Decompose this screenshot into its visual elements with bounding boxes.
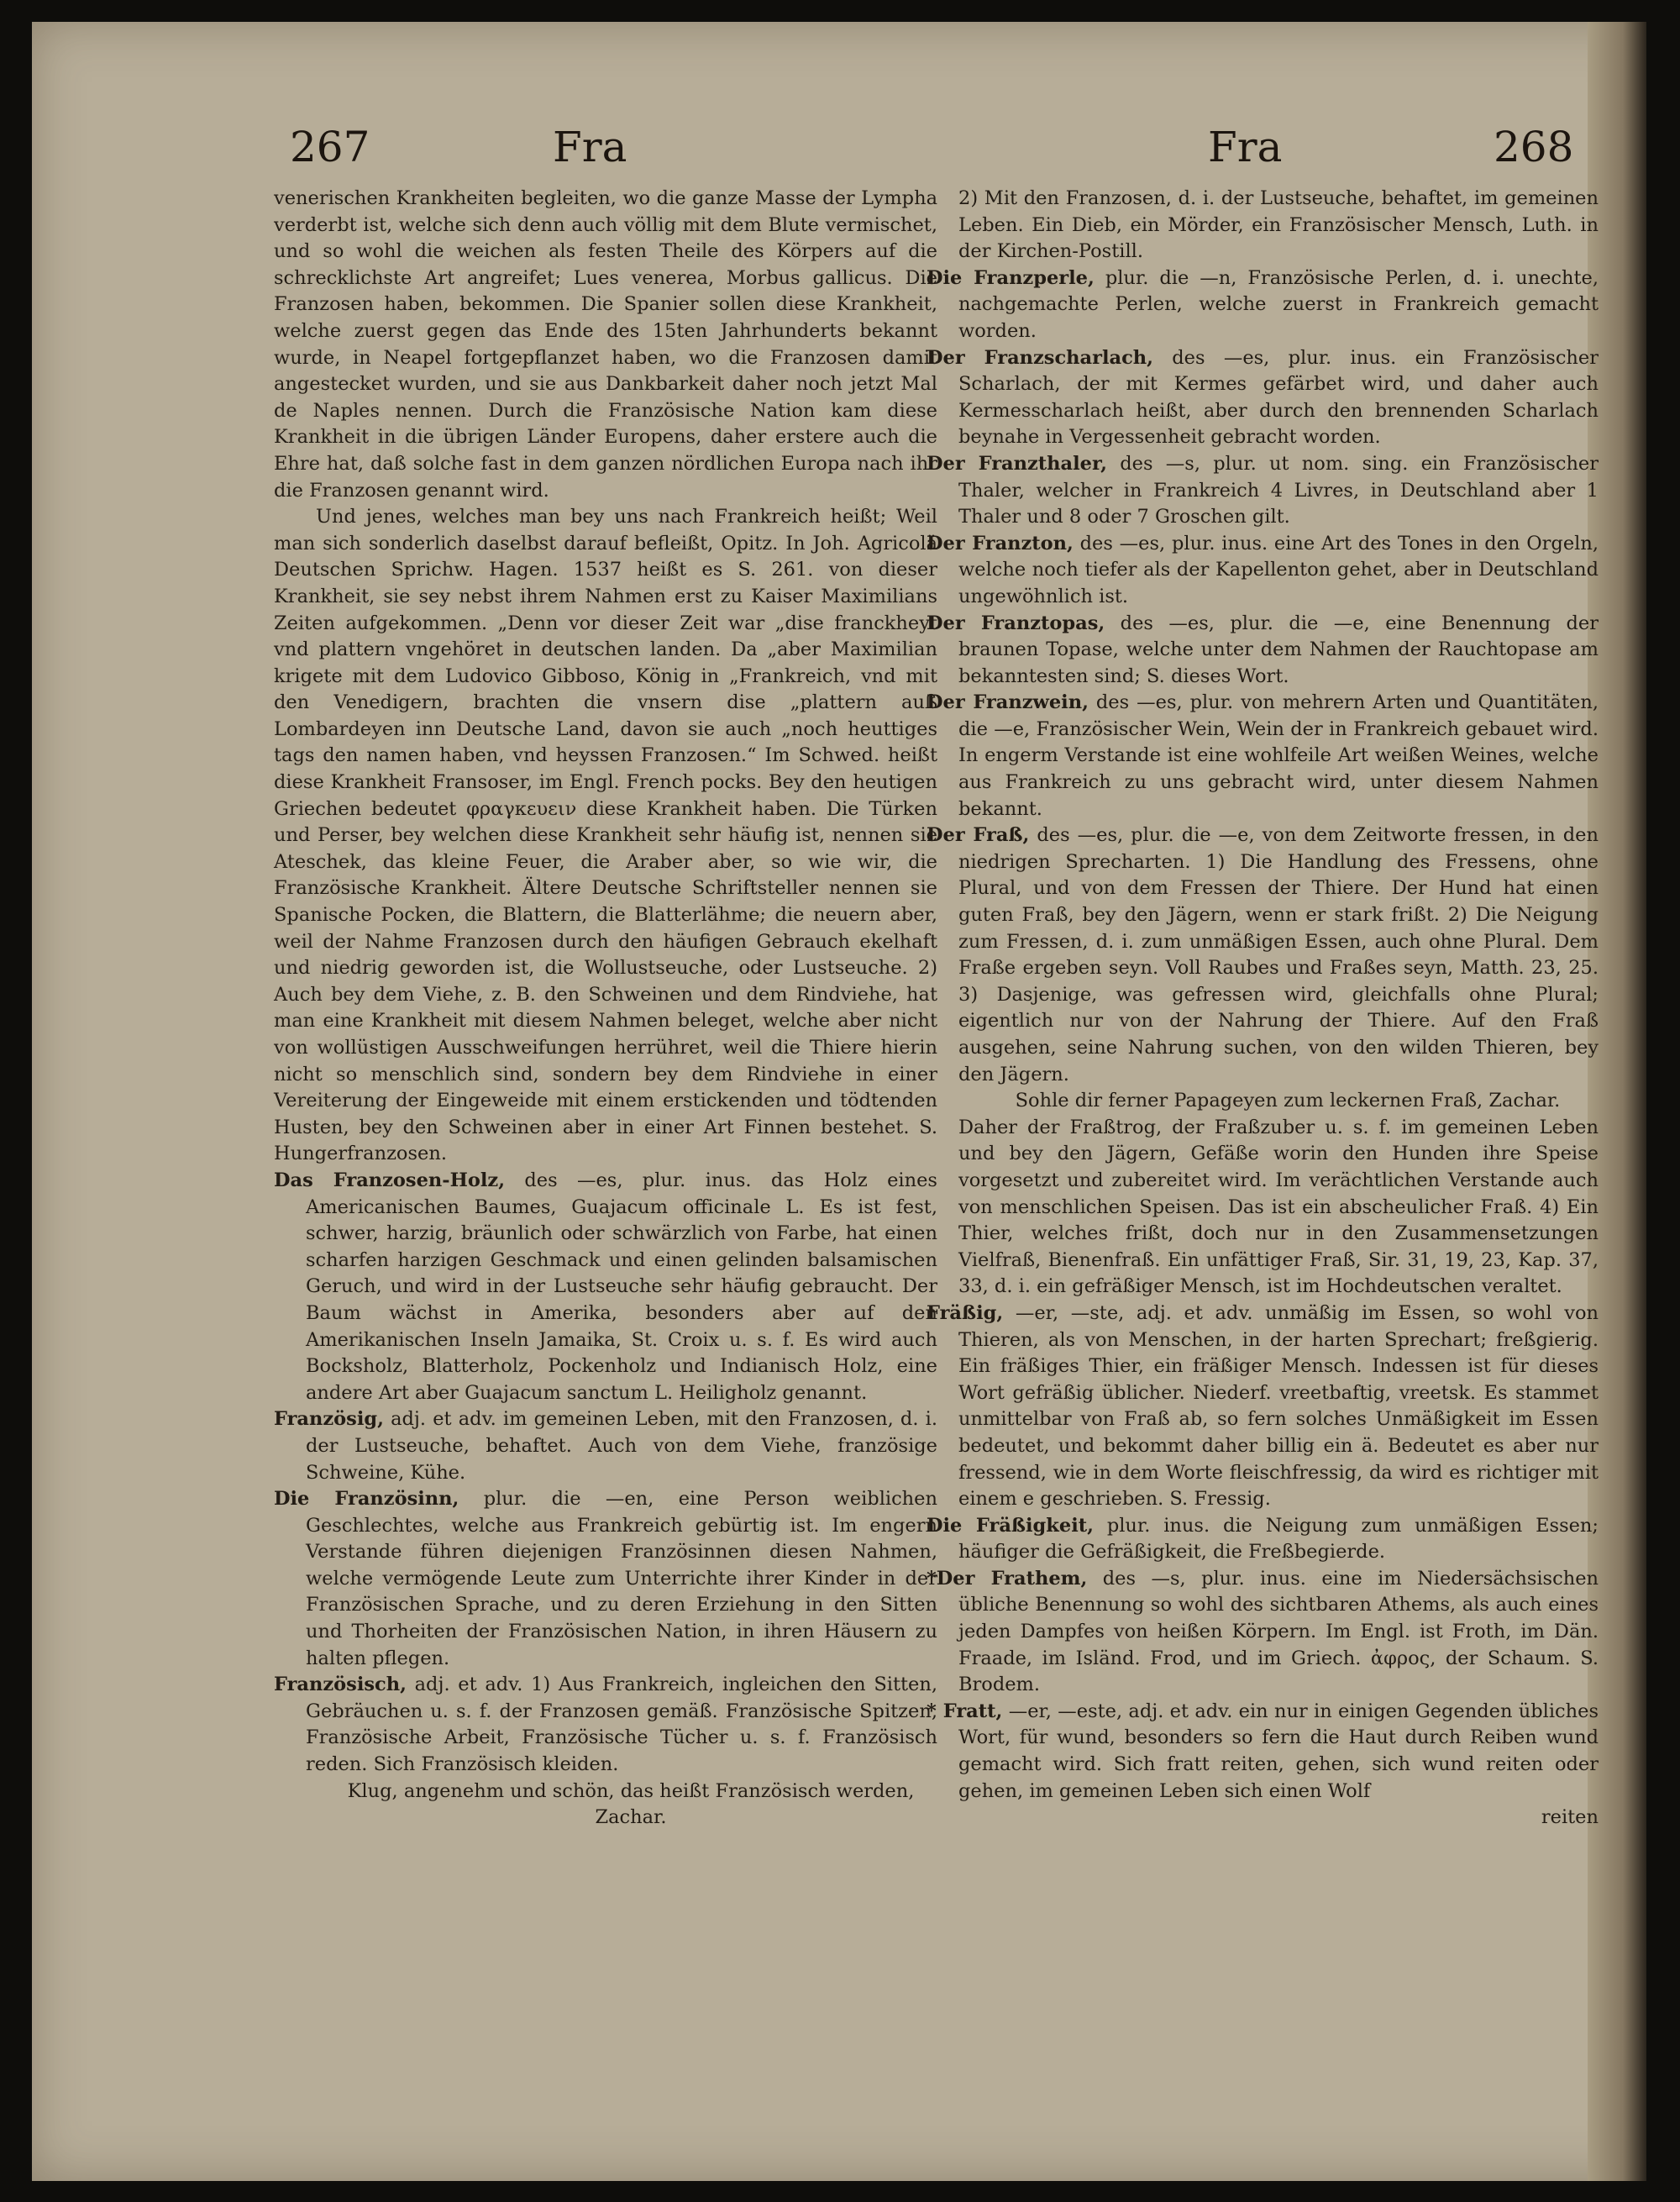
entry-headword: * Fratt,	[927, 1700, 1003, 1722]
entry-headword: Der Franzscharlach,	[927, 346, 1153, 369]
entry-body: plur. inus. die Neigung zum unmäßigen Essen; häufiger die Gefräßigkeit, die Freßbegierde.	[958, 1514, 1599, 1563]
entry-body: des —es, plur. inus. eine Art des Tones in den Orgeln, welche noch tiefer als der Kapellenton gehet, aber in Deutschland ungewöhnlich ist.	[958, 532, 1599, 607]
dictionary-entry	[927, 345, 1599, 451]
dictionary-entry	[274, 1672, 937, 1778]
entry-headword: Der Fraß,	[927, 824, 1030, 847]
dictionary-entry	[927, 690, 1599, 822]
left-column	[274, 186, 937, 1831]
paragraph: 2) Mit den Franzosen, d. i. der Lustseuche, behaftet, im gemeinen Leben. Ein Dieb, ein Mörder, ein Französischer Mensch, Luth. in der Kirchen-Postill.	[958, 187, 1599, 263]
entry-headword: Fräßig,	[927, 1301, 1004, 1324]
entry-headword: Die Französinn,	[274, 1488, 459, 1511]
entry-headword: Französisch,	[274, 1674, 407, 1696]
entry-headword: *Der Frathem,	[927, 1567, 1088, 1590]
entry-body: —er, —este, adj. et adv. ein nur in einigen Gegenden übliches Wort, für wund, besonders so fern die Haut durch Reiben wund gemacht wird. Sich fratt reiten, gehen, sich wund reiten oder gehen, im gemeinen Leben sich einen Wolf	[958, 1700, 1599, 1802]
entry-headword: Das Franzosen-Holz,	[274, 1169, 506, 1191]
entry-headword: Der Franzthaler,	[927, 452, 1108, 475]
paragraph: Und jenes, welches man bey uns nach Frankreich heißt; Weil man sich sonderlich daselbst darauf befleißt, Opitz. In Joh. Agricolä Deutschen Sprichw. Hagen. 1537 heißt es S. 261. von dieser Krankheit, sie sey nebst ihrem Nahmen erst zu Kaiser Maximilians Zeiten aufgekommen. „Denn vor dieser Zeit war „dise franckheyt vnd plattern vngehöret in deutschen landen. Da „aber Maximilian krigete mit dem Ludovico Gibboso, König in „Frankreich, vnd mit den Venedigern, brachten die vnsern dise „plattern auß Lombardeyen inn Deutsche Land, davon sie auch „noch heuttiges tags den namen haben, vnd heyssen Franzosen.“ Im Schwed. heißt diese Krankheit Fransoser, im Engl. French pocks. Bey den heutigen Griechen bedeutet φραγκευειν diese Krankheit haben. Die Türken und Perser, bey welchen diese Krankheit sehr häufig ist, nennen sie Ateschek, das kleine Feuer, die Araber aber, so wie wir, die Französische Krankheit. Ältere Deutsche Schriftsteller nennen sie Spanische Pocken, die Blattern, die Blatterlähme; die neuern aber, weil der Nahme Franzosen durch den häufigen Gebrauch ekelhaft und niedrig geworden ist, die Wollustseuche, oder Lustseuche. 2) Auch bey dem Viehe, z. B. den Schweinen und dem Rindviehe, hat man eine Krankheit mit diesem Nahmen beleget, welche aber nicht von wollüstigen Ausschweifungen herrühret, weil die Thiere hierin nicht so menschlich sind, sondern bey dem Rindviehe in einer Vereiterung der Eingeweide mit einem erstickenden und tödtenden Husten, bey den Schweinen aber in einer Art Finnen bestehet. S. Hungerfranzosen.	[274, 506, 937, 1165]
entry-body: des —es, plur. inus. das Holz eines Americanischen Baumes, Guajacum officinale L. Es ist fest, schwer, harzig, bräunlich oder schwärzlich von Farbe, hat einen scharfen harzigen Geschmack und einen gelinden balsamischen Geruch, und wird in der Lustseuche sehr häufig gebraucht. Der Baum wächst in Amerika, besonders aber auf den Amerikanischen Inseln Jamaika, St. Croix u. s. f. Es wird auch Bocksholz, Blatterholz, Pockenholz und Indianisch Holz, eine andere Art aber Guajacum sanctum L. Heiligholz genannt.	[306, 1169, 937, 1404]
paragraph: venerischen Krankheiten begleiten, wo die ganze Masse der Lympha verderbt ist, welche sich denn auch völlig mit dem Blute vermischet, und so wohl die weichen als festen Theile des Körpers auf die schrecklichste Art angreifet; Lues venerea, Morbus gallicus. Die Franzosen haben, bekommen. Die Spanier sollen diese Krankheit, welche zuerst gegen das Ende des 15ten Jahrhunderts bekannt wurde, in Neapel fortgepflanzet haben, wo die Franzosen damit angestecket wurden, und sie aus Dankbarkeit daher noch jetzt Mal de Naples nennen. Durch die Französische Nation kam diese Krankheit in die übrigen Länder Europens, daher erstere auch die Ehre hat, daß solche fast in dem ganzen nördlichen Europa nach ihr die Franzosen genannt wird.	[274, 187, 937, 502]
dictionary-entry	[927, 822, 1599, 1088]
entry-headword: Die Fräßigkeit,	[927, 1514, 1094, 1537]
entry-headword: Der Franzwein,	[927, 691, 1089, 714]
dictionary-entry	[274, 1486, 937, 1672]
entry-body: des —es, plur. inus. ein Französischer Scharlach, der mit Kermes gefärbet wird, und daher auch Kermesscharlach heißt, aber durch den brennenden Scharlach beynahe in Vergessenheit gebracht worden.	[958, 346, 1599, 449]
entry-headword: Der Franzton,	[927, 532, 1074, 554]
verse-quotation: Sohle dir ferner Papageyen zum leckernen Fraß, Zachar.	[1015, 1090, 1561, 1112]
left-running-head: Fra	[553, 123, 627, 171]
entry-headword: Die Franzperle,	[927, 266, 1095, 289]
entry-body: adj. et adv. 1) Aus Frankreich, ingleichen den Sitten, Gebräuchen u. s. f. der Franzosen gemäß. Französische Spitzen, Französische Arbeit, Französische Tücher u. s. f. Französisch reden. Sich Französisch kleiden.	[306, 1674, 937, 1776]
dictionary-entry	[927, 1513, 1599, 1566]
verse-quotation: Klug, angenehm und schön, das heißt Französisch werden, Zachar.	[347, 1779, 915, 1829]
dictionary-entry	[927, 531, 1599, 611]
entry-body: plur. die —n, Französische Perlen, d. i. unechte, nachgemachte Perlen, welche zuerst in Frankreich gemacht worden.	[958, 266, 1599, 342]
dictionary-entry	[927, 451, 1599, 531]
entry-body: des —es, plur. die —e, von dem Zeitworte fressen, in den niedrigen Sprecharten. 1) Die Handlung des Fressens, ohne Plural, und von dem Fressen der Thiere. Der Hund hat einen guten Fraß, bey den Jägern, wenn er stark frißt. 2) Die Neigung zum Fressen, d. i. zum unmäßigen Essen, auch ohne Plural. Dem Fraße ergeben seyn. Voll Raubes und Fraßes seyn, Matth. 23, 25. 3) Dasjenige, was gefressen wird, gleichfalls ohne Plural; eigentlich nur von der Nahrung der Thiere. Auf den Fraß ausgehen, seine Nahrung suchen, von den wilden Thieren, bey den Jägern.	[958, 824, 1599, 1085]
dictionary-entry	[927, 1699, 1599, 1805]
dictionary-entry	[927, 1301, 1599, 1513]
entry-body: —er, —ste, adj. et adv. unmäßig im Essen, so wohl von Thieren, als von Menschen, in der harten Sprechart; freßgierig. Ein fräßiges Thier, ein fräßiger Mensch. Indessen ist für dieses Wort gefräßig üblicher. Niederf. vreetbaftig, vreetsk. Es stammet unmittelbar von Fraß ab, so fern solches Unmäßigkeit im Essen bedeutet, und bekommt daher billig ein ä. Bedeutet es aber nur fressend, wie in dem Worte fleischfressig, da wird es richtiger mit einem e geschrieben. S. Fressig.	[958, 1301, 1599, 1511]
right-running-head: Fra	[1208, 123, 1283, 171]
entry-headword: Französig,	[274, 1408, 384, 1431]
right-page-number: 268	[1494, 123, 1574, 171]
entry-body: des —s, plur. ut nom. sing. ein Französischer Thaler, welcher in Frankreich 4 Livres, in Deutschland aber 1 Thaler und 8 oder 7 Groschen gilt.	[958, 452, 1599, 528]
right-column	[927, 186, 1599, 1831]
entry-headword: Der Franztopas,	[927, 612, 1105, 634]
dictionary-entry	[274, 1406, 937, 1486]
dictionary-entry	[927, 611, 1599, 691]
dictionary-entry	[927, 265, 1599, 345]
entry-body: des —es, plur. die —e, eine Benennung der braunen Topase, welche unter dem Nahmen der Rauchtopase am bekanntesten sind; S. dieses Wort.	[958, 612, 1599, 687]
dictionary-entry	[927, 1566, 1599, 1699]
dictionary-entry	[274, 1168, 937, 1406]
entry-body: des —es, plur. von mehrern Arten und Quantitäten, die —e, Französischer Wein, Wein der in Frankreich gebauet wird. In engerm Verstande ist eine wohlfeile Art weißen Weines, welche aus Frankreich zu uns gebracht wird, unter diesem Nahmen bekannt.	[958, 691, 1599, 820]
entry-body: des —s, plur. inus. eine im Niedersächsischen übliche Benennung so wohl des sichtbaren Athems, als auch eines jeden Dampfes von heißen Körpern. Im Engl. ist Froth, im Dän. Fraade, im Isländ. Frod, und im Griech. ἀφρος, der Schaum. S. Brodem.	[958, 1567, 1599, 1696]
paragraph: Daher der Fraßtrog, der Fraßzuber u. s. f. im gemeinen Leben und bey den Jägern, Gefäße worin den Hunden ihre Speise vorgesetzt und zubereitet wird. Im verächtlichen Verstande auch von menschlichen Speisen. Das ist ein abscheulicher Fraß. 4) Ein Thier, welches frißt, doch nur in den Zusammensetzungen Vielfraß, Bienenfraß. Ein unfättiger Fraß, Sir. 31, 19, 23, Kap. 37, 33, d. i. ein gefräßiger Mensch, ist im Hochdeutschen veraltet.	[958, 1116, 1599, 1298]
entry-body: adj. et adv. im gemeinen Leben, mit den Franzosen, d. i. der Lustseuche, behaftet. Auch von dem Viehe, französige Schweine, Kühe.	[306, 1408, 937, 1484]
left-page-number: 267	[290, 123, 370, 171]
entry-body: plur. die —en, eine Person weiblichen Geschlechtes, welche aus Frankreich gebürtig ist. Im engern Verstande führen diejenigen Französinnen diesen Nahmen, welche vermögende Leute zum Unterrichte ihrer Kinder in der Französischen Sprache, und zu deren Erziehung in den Sitten und Thorheiten der Französischen Nation, in ihren Häusern zu halten pflegen.	[306, 1488, 937, 1669]
scanned-page	[32, 22, 1646, 2181]
catchword: reiten	[1541, 1806, 1599, 1829]
